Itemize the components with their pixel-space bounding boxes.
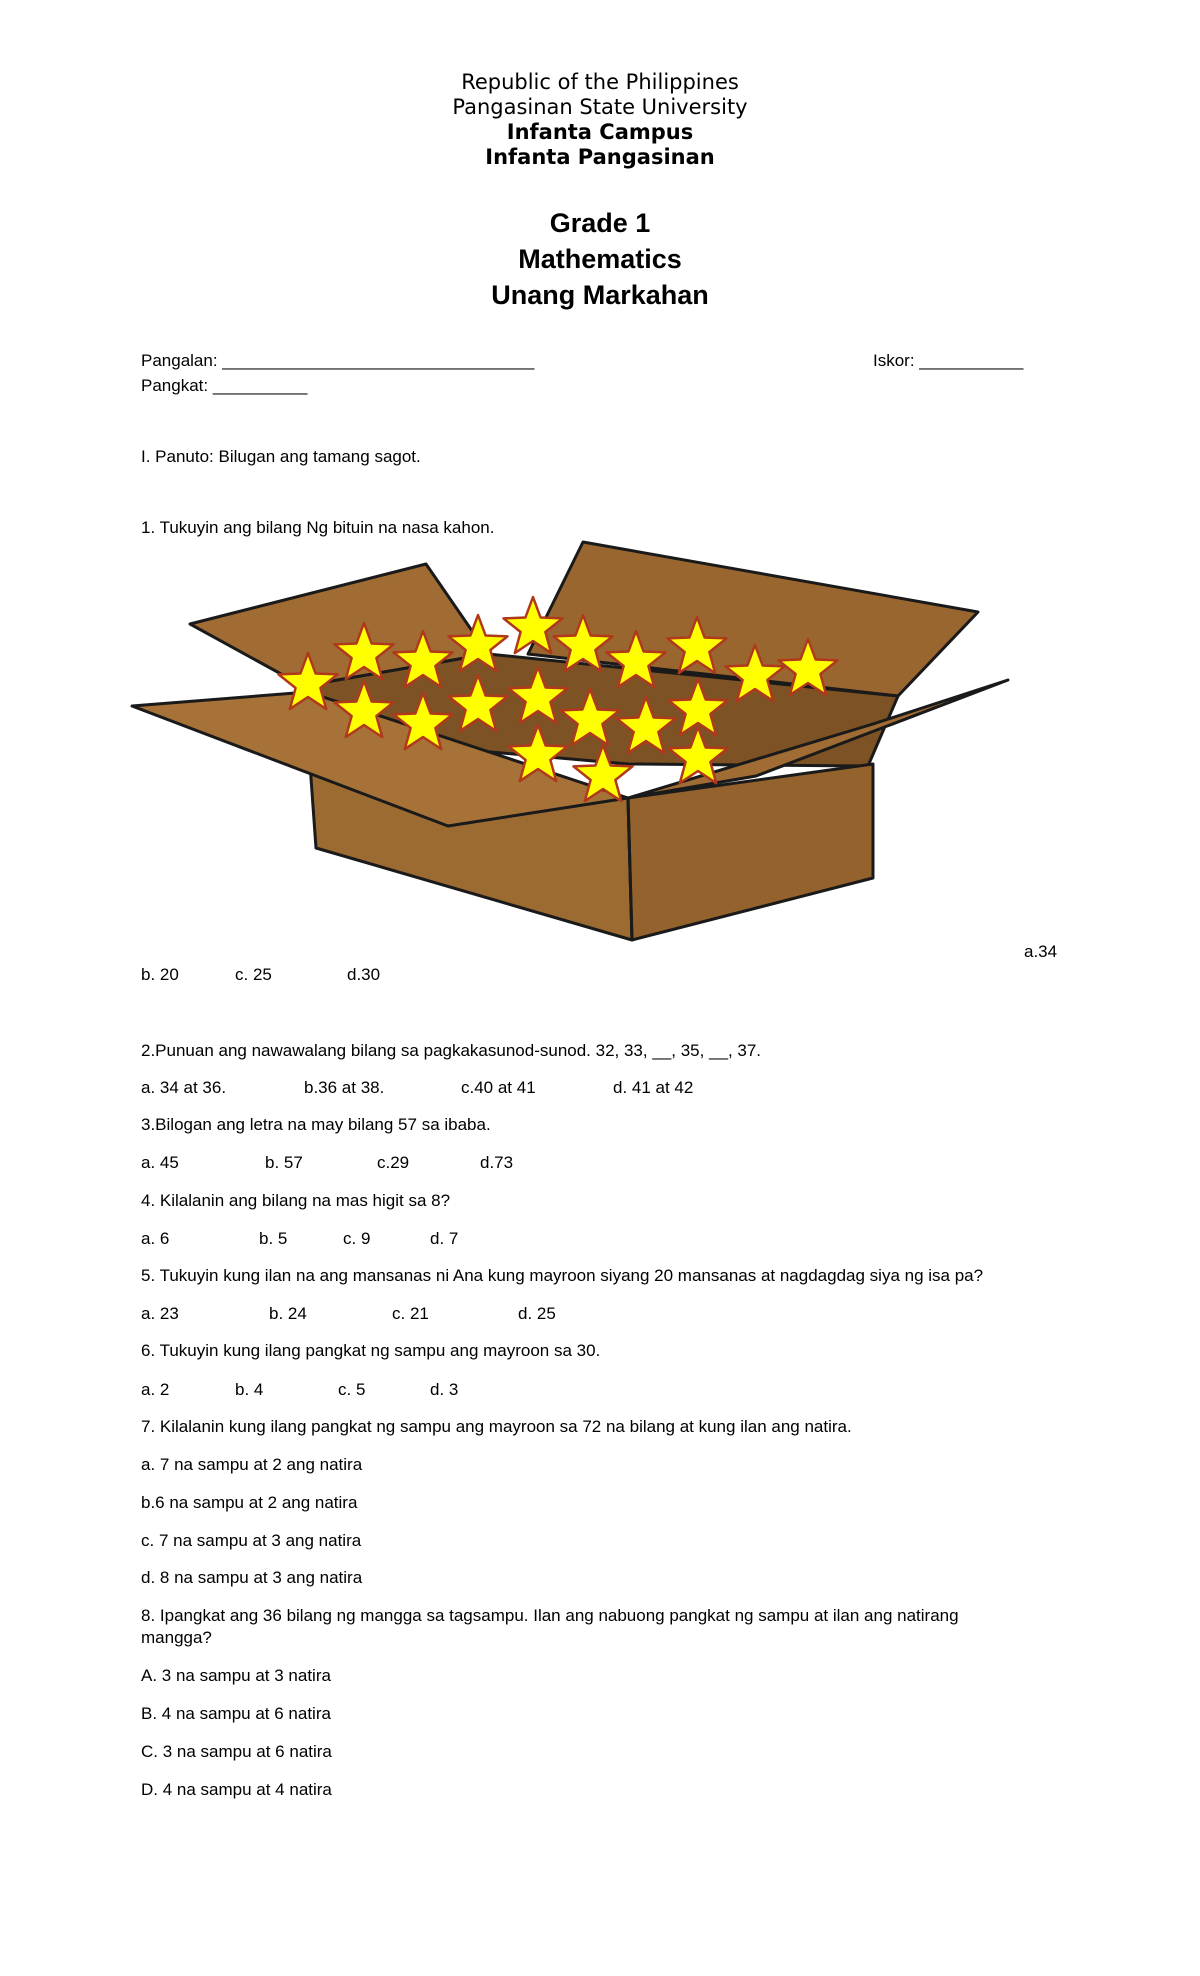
question-2: 2.Punuan ang nawawalang bilang sa pagkakasunod-sunod. 32, 33, __, 35, __, 37.: [141, 1041, 762, 1060]
q4-option-d[interactable]: d. 7: [430, 1229, 459, 1248]
question-3: 3.Bilogan ang letra na may bilang 57 sa ibaba.: [141, 1115, 491, 1134]
question-6: 6. Tukuyin kung ilang pangkat ng sampu ang mayroon sa 30.: [141, 1341, 601, 1360]
q8-option-b[interactable]: B. 4 na sampu at 6 natira: [141, 1704, 331, 1723]
q1-option-b[interactable]: b. 20: [141, 965, 179, 984]
question-1: 1. Tukuyin ang bilang Ng bituin na nasa kahon.: [141, 518, 495, 537]
campus-line: Infanta Campus: [506, 120, 694, 144]
republic-line: Republic of the Philippines: [461, 70, 739, 94]
subject-title: Mathematics: [518, 244, 682, 274]
box-with-stars-image: [128, 536, 1020, 944]
instructions: I. Panuto: Bilugan ang tamang sagot.: [141, 447, 421, 466]
q2-option-d[interactable]: d. 41 at 42: [613, 1078, 694, 1097]
q4-option-b[interactable]: b. 5: [259, 1229, 288, 1248]
q4-option-c[interactable]: c. 9: [343, 1229, 371, 1248]
q3-option-d[interactable]: d.73: [480, 1153, 514, 1172]
q7-option-d[interactable]: d. 8 na sampu at 3 ang natira: [141, 1568, 363, 1587]
q7-option-a[interactable]: a. 7 na sampu at 2 ang natira: [141, 1455, 363, 1474]
question-8-line-2: mangga?: [141, 1628, 212, 1647]
cardboard-box: [132, 542, 1008, 940]
q5-option-c[interactable]: c. 21: [392, 1304, 429, 1323]
q3-option-c[interactable]: c.29: [377, 1153, 410, 1172]
q1-option-d[interactable]: d.30: [347, 965, 381, 984]
q5-option-b[interactable]: b. 24: [269, 1304, 307, 1323]
score-field[interactable]: Iskor: ___________: [873, 351, 1024, 370]
grade-title: Grade 1: [549, 208, 651, 238]
q8-option-c[interactable]: C. 3 na sampu at 6 natira: [141, 1742, 332, 1761]
q8-option-a[interactable]: A. 3 na sampu at 3 natira: [141, 1666, 331, 1685]
q8-option-d[interactable]: D. 4 na sampu at 4 natira: [141, 1780, 332, 1799]
q2-option-a[interactable]: a. 34 at 36.: [141, 1078, 227, 1097]
q1-option-c[interactable]: c. 25: [235, 965, 272, 984]
q1-option-a[interactable]: a.34: [1024, 942, 1058, 961]
q3-option-a[interactable]: a. 45: [141, 1153, 179, 1172]
q6-option-a[interactable]: a. 2: [141, 1380, 170, 1399]
question-8-line-1: 8. Ipangkat ang 36 bilang ng mangga sa tagsampu. Ilan ang nabuong pangkat ng sampu at ilan ang natirang: [141, 1606, 959, 1625]
question-4: 4. Kilalanin ang bilang na mas higit sa 8?: [141, 1191, 451, 1210]
q6-option-c[interactable]: c. 5: [338, 1380, 366, 1399]
location-line: Infanta Pangasinan: [485, 145, 715, 169]
q2-option-c[interactable]: c.40 at 41: [461, 1078, 536, 1097]
section-field[interactable]: Pangkat: __________: [141, 376, 308, 395]
q3-option-b[interactable]: b. 57: [265, 1153, 303, 1172]
q7-option-c[interactable]: c. 7 na sampu at 3 ang natira: [141, 1531, 362, 1550]
q5-option-d[interactable]: d. 25: [518, 1304, 556, 1323]
q4-option-a[interactable]: a. 6: [141, 1229, 170, 1248]
q5-option-a[interactable]: a. 23: [141, 1304, 179, 1323]
q7-option-b[interactable]: b.6 na sampu at 2 ang natira: [141, 1493, 358, 1512]
university-line: Pangasinan State University: [452, 95, 748, 119]
question-7: 7. Kilalanin kung ilang pangkat ng sampu ang mayroon sa 72 na bilang at kung ilan ang natira.: [141, 1417, 852, 1436]
q2-option-b[interactable]: b.36 at 38.: [304, 1078, 385, 1097]
quarter-title: Unang Markahan: [491, 280, 709, 310]
question-5: 5. Tukuyin kung ilan na ang mansanas ni Ana kung mayroon siyang 20 mansanas at nagdagdag siya ng isa pa?: [141, 1266, 984, 1285]
q6-option-b[interactable]: b. 4: [235, 1380, 264, 1399]
name-field[interactable]: Pangalan: _________________________________: [141, 351, 535, 370]
q6-option-d[interactable]: d. 3: [430, 1380, 459, 1399]
